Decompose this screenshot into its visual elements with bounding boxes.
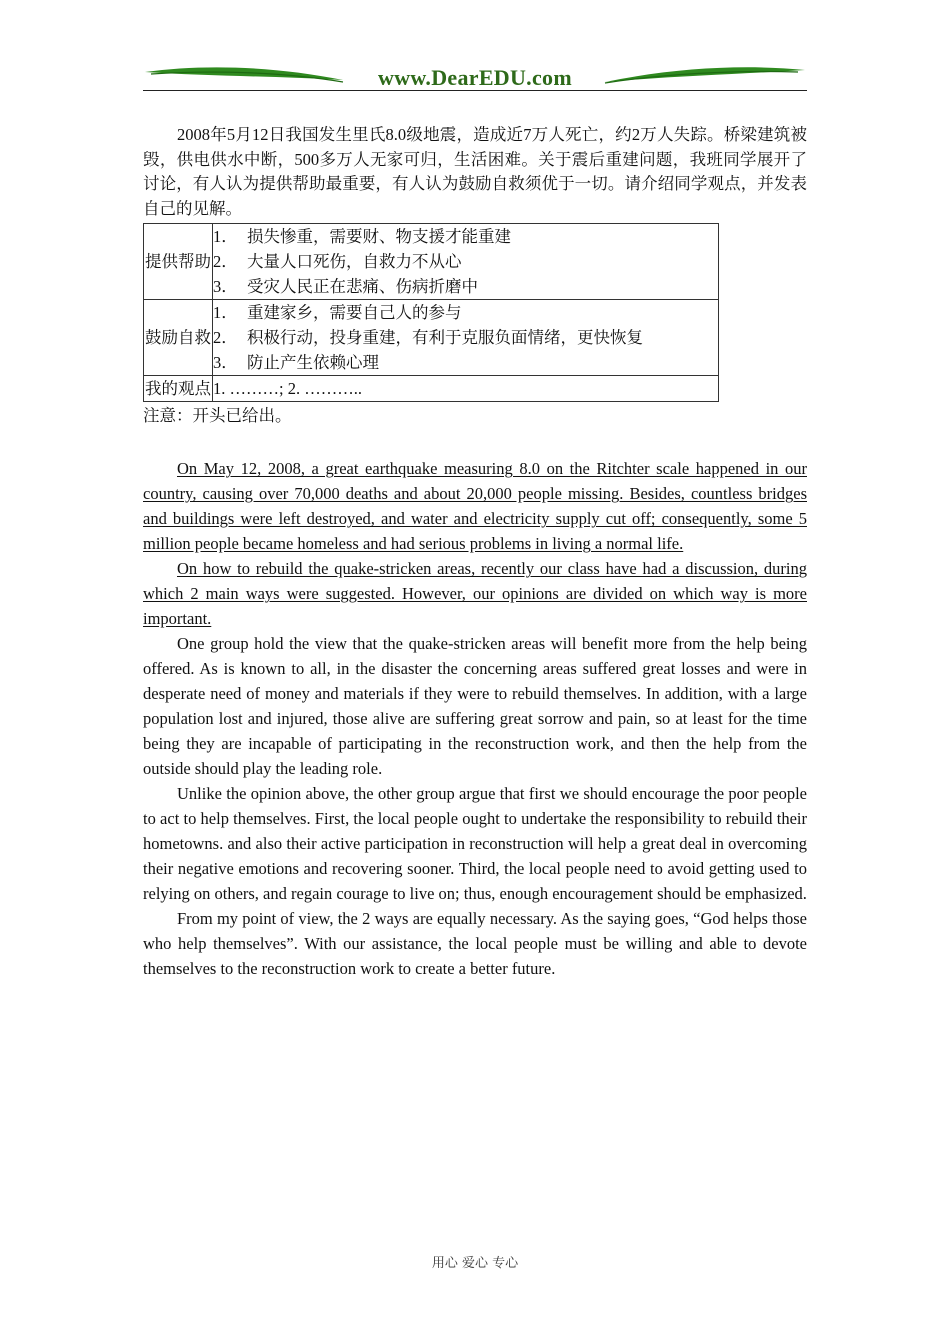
row-items <box>213 224 719 300</box>
row-items: 1. ………; 2. ……….. <box>213 376 719 402</box>
page-header <box>143 62 807 92</box>
row-label: 鼓励自救 <box>144 300 213 376</box>
essay <box>143 456 807 981</box>
essay-paragraph: Unlike the opinion above, the other group argue that first we should encourage the poor people to act to help themselves. First, the local people ought to undertake the responsibility to rebuild their hometowns. and also their active participation in reconstruction will help a great deal in overcoming their negative emotions and recovering sooner. Third, the local people need to avoid getting used to relying on others, and regain courage to live on; thus, enough encouragement should be emphasized. <box>143 784 807 904</box>
page-content <box>143 123 807 981</box>
note-text: 注意：开头已给出。 <box>143 406 292 426</box>
essay-paragraph: From my point of view, the 2 ways are equally necessary. As the saying goes, “God helps those who help themselves”. With our assistance, the local people must be willing and able to devote themselves to the reconstruction work to create a better future. <box>143 909 807 979</box>
row-label: 提供帮助 <box>144 224 213 300</box>
essay-paragraph: On May 12, 2008, a great earthquake measuring 8.0 on the Ritchter scale happened in our country, causing over 70,000 deaths and about 20,000 people missing. Besides, countless bridges and buildings were left destroyed, and water and electricity supply cut off; consequently, some 5 million people became homeless and had serious problems in living a normal life. <box>143 459 807 554</box>
list-item: 2． 大量人口死伤，自救力不从心 <box>213 252 462 272</box>
list-item: 2． 积极行动，投身重建，有利于克服负面情绪，更快恢复 <box>213 328 643 348</box>
essay-paragraph: One group hold the view that the quake-stricken areas will benefit more from the help being offered. As is known to all, in the disaster the concerning areas suffered great losses and were in desperate need of money and materials if they were to rebuild themselves. In addition, with a large population lost and injured, those alive are suffering great sorrow and pain, so at least for the time being they are incapable of participating in the reconstruction work, and then the help from the outside should play the leading role. <box>143 634 807 779</box>
viewpoint-table <box>143 223 719 402</box>
page-footer: 用心 爱心 专心 <box>431 1256 519 1271</box>
header-rule <box>143 90 807 91</box>
list-item: 3． 受灾人民正在悲痛、伤病折磨中 <box>213 277 478 297</box>
table-row <box>144 376 719 402</box>
table-row <box>144 224 719 300</box>
row-items <box>213 300 719 376</box>
intro-paragraph: 2008年5月12日我国发生里氏8.0级地震，造成近7万人死亡，约2万人失踪。桥梁建筑被毁，供电供水中断，500多万人无家可归，生活困难。关于震后重建问题，我班同学展开了讨论，有人认为提供帮助最重要，有人认为鼓励自救须优于一切。请介绍同学观点，并发表自己的见解。 <box>143 125 807 218</box>
list-item: 1． 重建家乡，需要自己人的参与 <box>213 303 462 323</box>
row-label: 我的观点 <box>144 376 213 402</box>
essay-paragraph: On how to rebuild the quake-stricken areas, recently our class have had a discussion, during which 2 main ways were suggested. However, our opinions are divided on which way is more important. <box>143 559 807 629</box>
list-item: 3． 防止产生依赖心理 <box>213 353 379 373</box>
list-item: 1． 损失惨重，需要财、物支援才能重建 <box>213 227 511 247</box>
site-logo: www.DearEDU.com <box>378 65 572 90</box>
table-row <box>144 300 719 376</box>
